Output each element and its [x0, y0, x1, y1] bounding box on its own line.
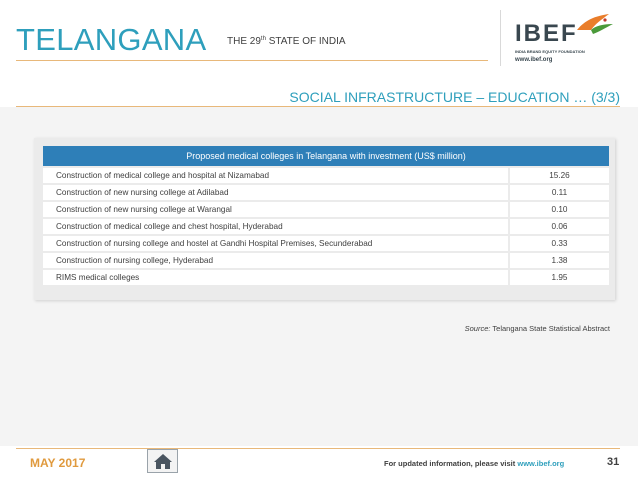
table-row — [43, 219, 609, 234]
investment-cell: 0.33 — [508, 236, 609, 251]
footer-divider — [16, 448, 620, 449]
table-row — [43, 168, 609, 183]
investment-cell: 0.06 — [508, 219, 609, 234]
project-cell: Construction of medical college and chest hospital, Hyderabad — [43, 219, 508, 234]
table-row — [43, 202, 609, 217]
source-note: Source: Telangana State Statistical Abstract — [464, 324, 610, 333]
page-number: 31 — [607, 456, 620, 468]
table-row — [43, 253, 609, 268]
project-cell: Construction of medical college and hospital at Nizamabad — [43, 168, 508, 183]
investment-cell: 1.95 — [508, 270, 609, 285]
footer-link[interactable]: www.ibef.org — [517, 459, 565, 468]
investment-cell: 0.10 — [508, 202, 609, 217]
project-cell: Construction of nursing college and hostel at Gandhi Hospital Premises, Secunderabad — [43, 236, 508, 251]
ibef-logo[interactable] — [500, 10, 622, 66]
bird-icon — [575, 12, 615, 42]
logo-url[interactable]: www.ibef.org — [515, 57, 553, 63]
investment-cell: 0.11 — [508, 185, 609, 200]
project-cell: Construction of nursing college, Hyderabad — [43, 253, 508, 268]
page-title: TELANGANA — [16, 22, 207, 57]
project-cell: Construction of new nursing college at Adilabad — [43, 185, 508, 200]
table-row — [43, 270, 609, 285]
medical-colleges-table — [43, 144, 609, 287]
header-divider — [16, 60, 488, 61]
logo-tagline: INDIA BRAND EQUITY FOUNDATION — [515, 49, 585, 54]
page-subtitle: THE 29th STATE OF INDIA — [227, 36, 346, 47]
investment-cell: 15.26 — [508, 168, 609, 183]
logo-brand: IBEF — [515, 20, 578, 47]
table-header: Proposed medical colleges in Telangana with investment (US$ million) — [43, 146, 609, 166]
project-cell: RIMS medical colleges — [43, 270, 508, 285]
investment-cell: 1.38 — [508, 253, 609, 268]
home-icon — [153, 453, 173, 470]
home-button[interactable] — [147, 449, 178, 473]
table-row — [43, 236, 609, 251]
footer-date: MAY 2017 — [30, 456, 86, 470]
table-row — [43, 185, 609, 200]
footer-update-note: For updated information, please visit www.ibef.org — [384, 459, 565, 468]
section-title: SOCIAL INFRASTRUCTURE – EDUCATION … (3/3) — [289, 89, 620, 105]
project-cell: Construction of new nursing college at Warangal — [43, 202, 508, 217]
